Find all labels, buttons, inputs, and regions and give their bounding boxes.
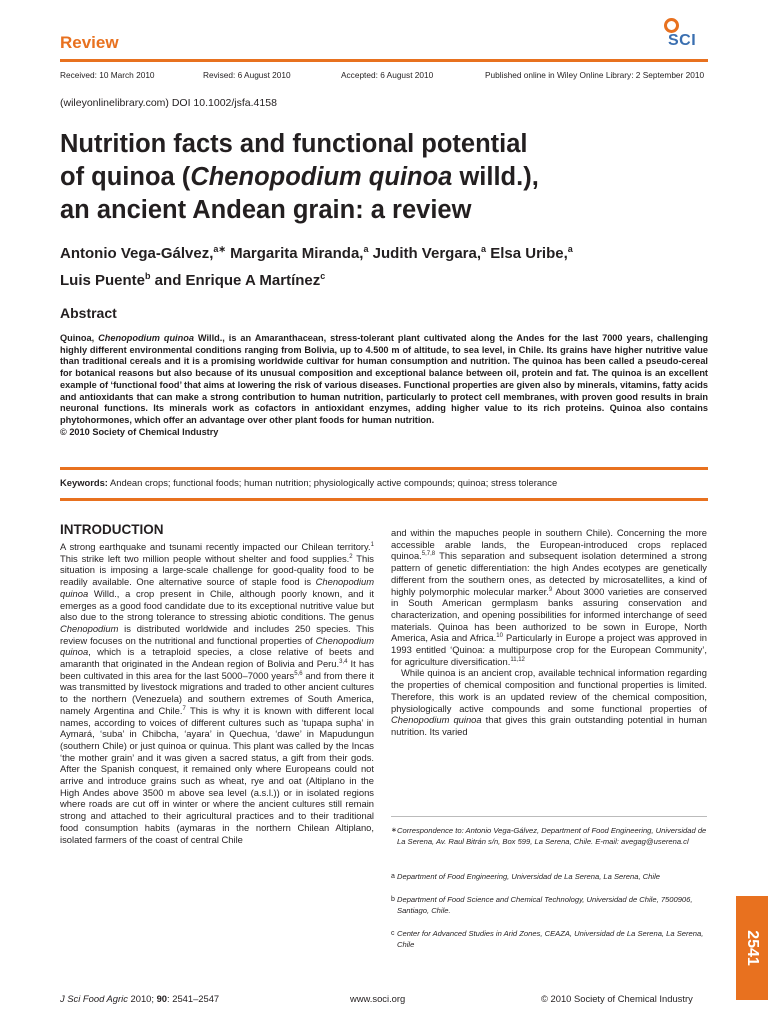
page-number-tab <box>736 896 768 1000</box>
title-species: Chenopodium quinoa <box>190 163 453 191</box>
header-rule <box>60 59 708 62</box>
logo-text: SCI <box>668 32 697 49</box>
footnote-affiliation-a: a Department of Food Engineering, Universidad de La Serena, La Serena, Chile <box>391 872 660 881</box>
intro-paragraph: A strong earthquake and tsunami recently impacted our Chilean territory.$^1$ This strike left two million people without shelter and food supplies.$^2$ This situation is imposing a large-scale challenge for good-quality food to be readily available. One alternative source of staple food is Chenopodium quinoa Willd., a crop present in Chile, although poorly known, and it emerges as a good food candidate due to its exceptional nutritive value but also due to the strong tolerance to stressing abiotic conditions. The genus Chenopodium is distributed worldwide and includes 250 species. This review focuses on the nutritional and functional properties of Chenopodium quinoa, which is a tetraploid species, a close relative of beets and amaranth that originated in the Andean region of Bolivia and Peru.$^{3,4}$ It has been cultivated in this area for the last 5000–7000 years$^{5,6}$ and from there it was transmitted by livestock migrations and traded to other ancient cultures to the northern (Venezuela) and southern extremes of South America, namely Argentina and Chile.$^7$ This is why it is known with different local names, according to voices of different cultures such as ‘tupapa supha’ in Aymará, ‘suba’ in Chibcha, ‘ayara’ in Quechua, ‘dawe’ in Mapudungun (southern Chile) or just quinoa or quinua. This plant was called by the Incas ‘the mother grain’ and it was given a sacred status, a gift from their gods. After the Spanish conquest, it remained only where Europeans could not arrive and introduce grains such as wheat, rye and oat (Altiplano in the High Andes above 3500 m above sea level (a.s.l.)) or in isolated regions where roads are cut off in winter or where the ancient cultures still remain strong and attached to their agricultural practices and to their traditional food consumption habits (aymaras in the northern Chilean Altiplano, isolated farmers of the coast of central Chile <box>60 541 375 845</box>
footer-citation: J Sci Food Agric 2010; 90: 2541–2547 <box>60 993 220 1004</box>
author: Judith Vergara,$^a$ <box>368 244 487 262</box>
sci-logo <box>664 18 710 52</box>
footnote-rule <box>391 816 707 817</box>
abstract-body: Quinoa, Chenopodium quinoa Willd., is an Amaranthacean, stress-tolerant plant cultivated along the Andes for the last 7000 years, challenging highly different environmental conditions ranging from Bolivia, up to 4.500 m of altitude, to sea level, in Chile. Its grains have higher nutritive value than traditional cereals and it is a promising worldwide cultivar for human consumption and nutrition. The quinoa has been called a pseudo-cereal for botanical reasons but also because of its unusual composition and exceptional balance between oil, protein and fat. The quinoa is an excellent example of ‘functional food’ that aims at lowering the risk of various diseases. Functional properties are given also by minerals, vitamins, fatty acids and antioxidants that can make a strong contribution to human nutrition, particularly to protect cell membranes, with proven good results in brain neuronal functions. Its minerals work as cofactors in antioxidant enzymes, adding higher value to its rich proteins. Quinoa also contains phytohormones, which offer an advantage over other plant foods for human nutrition. © 2010 Society of Chemical Industry <box>60 333 709 437</box>
intro-left-column <box>60 541 374 845</box>
received-date: Received: 10 March 2010 <box>60 70 155 80</box>
footnote-affiliation-c: c Center for Advanced Studies in Arid Zones, CEAZA, Universidad de La Serena, La Serena, Chile <box>391 929 704 949</box>
section-label: Review <box>60 33 119 52</box>
author: Antonio Vega-Gálvez,$^{a∗}$ <box>60 244 226 262</box>
author-list <box>60 238 710 292</box>
intro-paragraph: and within the mapuches people in southern Chile). Concerning the more accessible arable lands, the European-introduced crops replaced quinoa.$^{5,7,8}$ This separation and subsequent isolation determined a strong pattern of genetic differentiation: the high Andes ecotypes are genetically different from the southern ones, as detected by microsatellites, a kind of highly polymorphic molecular marker.$^9$ About 3000 varieties are conserved in South American germplasm banks assuring conservation and characterization, and opening possibilities for informed interchange of seed materials. Quinoa has been authorized to be sown in Europe, North America, Asia and Africa.$^{10}$ Particularly in Europe a project was approved in 1993 entitled ‘Quinoa: a multipurpose crop for the European Community’, for agriculture diversification.$^{11,12}$ <box>391 527 707 667</box>
footer-copyright: © 2010 Society of Chemical Industry <box>541 993 693 1004</box>
page-number: 2541 <box>744 930 761 966</box>
footer-website[interactable]: www.soci.org <box>350 993 406 1004</box>
article-title <box>60 128 700 227</box>
abstract-copyright: © 2010 Society of Chemical Industry <box>60 426 219 437</box>
keywords: Keywords: Andean crops; functional foods; human nutrition; physiologically active compounds; quinoa; stress tolerance <box>60 477 558 488</box>
intro-right-column <box>391 527 707 738</box>
footnote-correspondence: ∗ Correspondence to: Antonio Vega-Gálvez, Department of Food Engineering, Universidad de La Serena, Av. Raul Bitrán s/n, Box 599, La Serena, Chile. E-mail: avegag@userena.cl <box>391 826 707 846</box>
title-line-3: an ancient Andean grain: a review <box>60 196 472 224</box>
author: Elsa Uribe,$^a$ <box>486 244 573 262</box>
abstract-heading: Abstract <box>60 305 117 321</box>
author: Luis Puente$^b$ <box>60 271 151 289</box>
title-line-1: Nutrition facts and functional potential <box>60 130 528 158</box>
intro-paragraph: While quinoa is an ancient crop, available technical information regarding the properties of chemical composition and functional properties is limited. Therefore, this work is an updated review of the chemical composition, physiologically active compounds and some functional properties of Chenopodium quinoa that gives this grain outstanding potential in human nutrition. Its varied <box>391 667 707 737</box>
author: and Enrique A Martínez$^c$ <box>150 271 326 289</box>
doi: (wileyonlinelibrary.com) DOI 10.1002/jsfa.4158 <box>60 97 277 109</box>
published-date: Published online in Wiley Online Library: 2 September 2010 <box>485 70 705 80</box>
keywords-bottom-rule <box>60 498 708 501</box>
title-line-2: of quinoa (Chenopodium quinoa willd.), <box>60 163 539 191</box>
intro-heading: INTRODUCTION <box>60 522 164 537</box>
author: Margarita Miranda,$^a$ <box>225 244 369 262</box>
logo-ring-icon <box>664 18 679 33</box>
accepted-date: Accepted: 6 August 2010 <box>341 70 434 80</box>
revised-date: Revised: 6 August 2010 <box>203 70 291 80</box>
keywords-top-rule <box>60 467 708 470</box>
footnote-affiliation-b: b Department of Food Science and Chemical Technology, Universidad de Chile, 7500906, Santiago, Chile. <box>391 895 693 915</box>
